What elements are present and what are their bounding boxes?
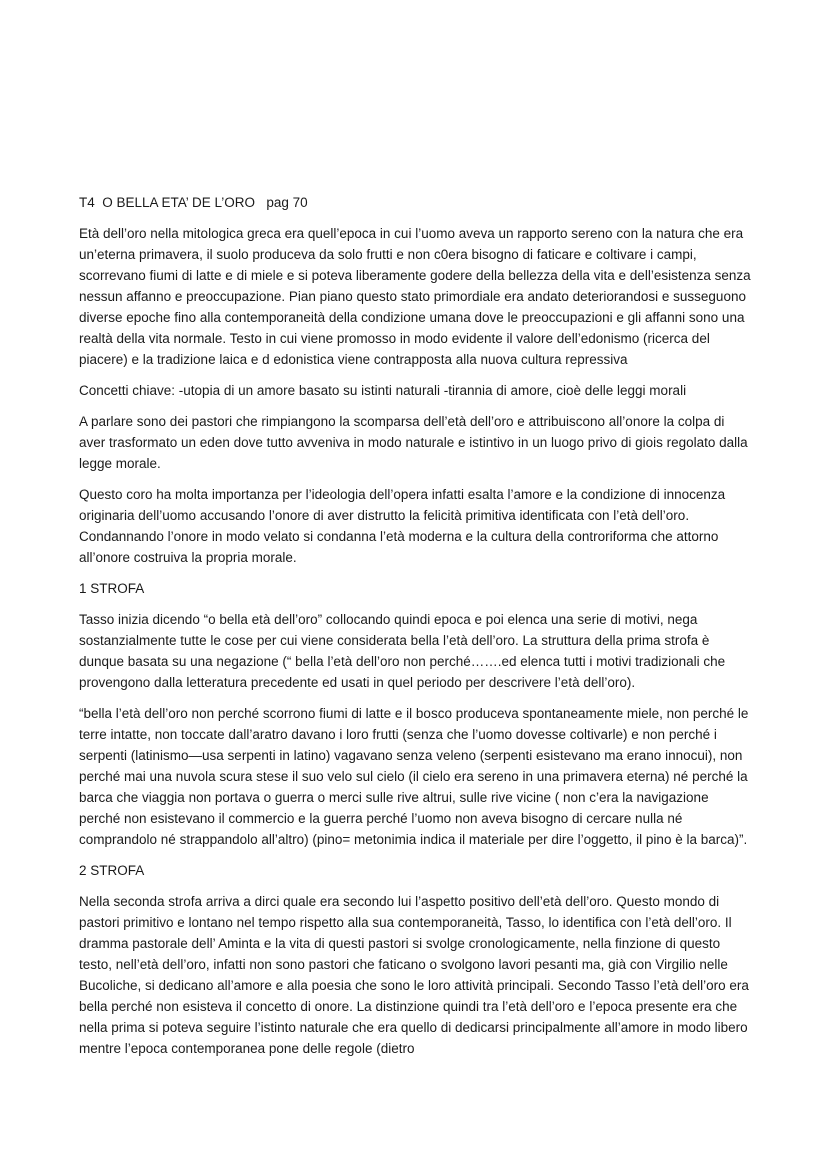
- strofa-1-paragraph-1: Tasso inizia dicendo “o bella età dell’oro” collocando quindi epoca e poi elenca una serie di motivi, nega sostanzialmente tutte le cose per cui viene considerata bella l’età dell’oro. La struttura della prima strofa è dunque basata su una negazione (“ bella l’età dell’oro non perché…….ed elenca tutti i motivi tradizionali che provengono dalla letteratura precedente ed usati in quel periodo per descrivere l’età dell’oro).: [79, 612, 726, 690]
- strofa-1-paragraph-2: “bella l’età dell’oro non perché scorrono fiumi di latte e il bosco produceva spontaneamente miele, non perché le terre intatte, non toccate dall’aratro davano i loro frutti (senza che l’uomo dovesse coltivarle) e non perché i serpenti (latinismo—usa serpenti in latino) vagavano senza veleno (serpenti esistevano ma erano innocui), non perché mai una nuvola scura stese il suo velo sul cielo (il cielo era sereno in una primavera eterna) né perché la barca che viaggia non portava o guerra o merci sulle rive altrui, sulle rive vicine ( non c’era la navigazione perché non esistevano il commercio e la guerra perché l’uomo non aveva bisogno di cercare nulla né comprandolo né strappandolo all’altro) (pino= metonimia indica il materiale per dire l’oggetto, il pino è la barca)”.: [79, 706, 749, 847]
- shepherds-paragraph: A parlare sono dei pastori che rimpiangono la scomparsa dell’età dell’oro e attribuiscono all’onore la colpa di aver trasformato un eden dove tutto avveniva in modo naturale e istintivo in un luogo privo di giois regolato dalla legge morale.: [79, 414, 748, 471]
- strofa-2-heading: 2 STROFA: [79, 863, 145, 878]
- strofa-1-heading: 1 STROFA: [79, 581, 145, 596]
- document-title: T4 O BELLA ETA’ DE L’ORO pag 70: [79, 195, 308, 210]
- intro-paragraph: Età dell’oro nella mitologica greca era quell’epoca in cui l’uomo aveva un rapporto sereno con la natura che era un’eterna primavera, il suolo produceva da solo frutti e non c0era bisogno di faticare e coltivare i campi, scorrevano fiumi di latte e di miele e si poteva liberamente godere della bellezza della vita e dell’esistenza senza nessun affanno e preoccupazione. Pian piano questo stato primordiale era andato deteriorandosi e susseguono diverse epoche fino alla contemporaneità della condizione umana dove le preoccupazioni e gli affanni sono una realtà della vita normale. Testo in cui viene promosso in modo evidente il valore dell’edonismo (ricerca del piacere) e la tradizione laica e d edonistica viene contrapposta alla nuova cultura repressiva: [79, 226, 751, 367]
- document-page: [79, 192, 751, 1069]
- key-concepts-paragraph: Concetti chiave: -utopia di un amore basato su istinti naturali -tirannia di amore, cioè delle leggi morali: [79, 383, 687, 398]
- strofa-2-paragraph-1: Nella seconda strofa arriva a dirci quale era secondo lui l’aspetto positivo dell’età dell’oro. Questo mondo di pastori primitivo e lontano nel tempo rispetto alla sua contemporaneità, Tasso, lo identifica con l’età dell’oro. Il dramma pastorale dell’ Aminta e la vita di questi pastori si svolge cronologicamente, nella finzione di questo testo, nell’età dell’oro, infatti non sono pastori che faticano o svolgono lavori pesanti ma, già con Virgilio nelle Bucoliche, si dedicano all’amore e alla poesia che sono le loro attività principali. Secondo Tasso l’età dell’oro era bella perché non esisteva il concetto di onore. La distinzione quindi tra l’età dell’oro e l’epoca presente era che nella prima si poteva seguire l’istinto naturale che era quello di dedicarsi principalmente all’amore in modo libero mentre l’epoca contemporanea pone delle regole (dietro: [79, 894, 749, 1056]
- chorus-paragraph: Questo coro ha molta importanza per l’ideologia dell’opera infatti esalta l’amore e la condizione di innocenza originaria dell’uomo accusando l’onore di aver distrutto la felicità primitiva identificata con l’età dell’oro. Condannando l’onore in modo velato si condanna l’età moderna e la cultura della controriforma che attorno all’onore costruiva la propria morale.: [79, 487, 726, 565]
